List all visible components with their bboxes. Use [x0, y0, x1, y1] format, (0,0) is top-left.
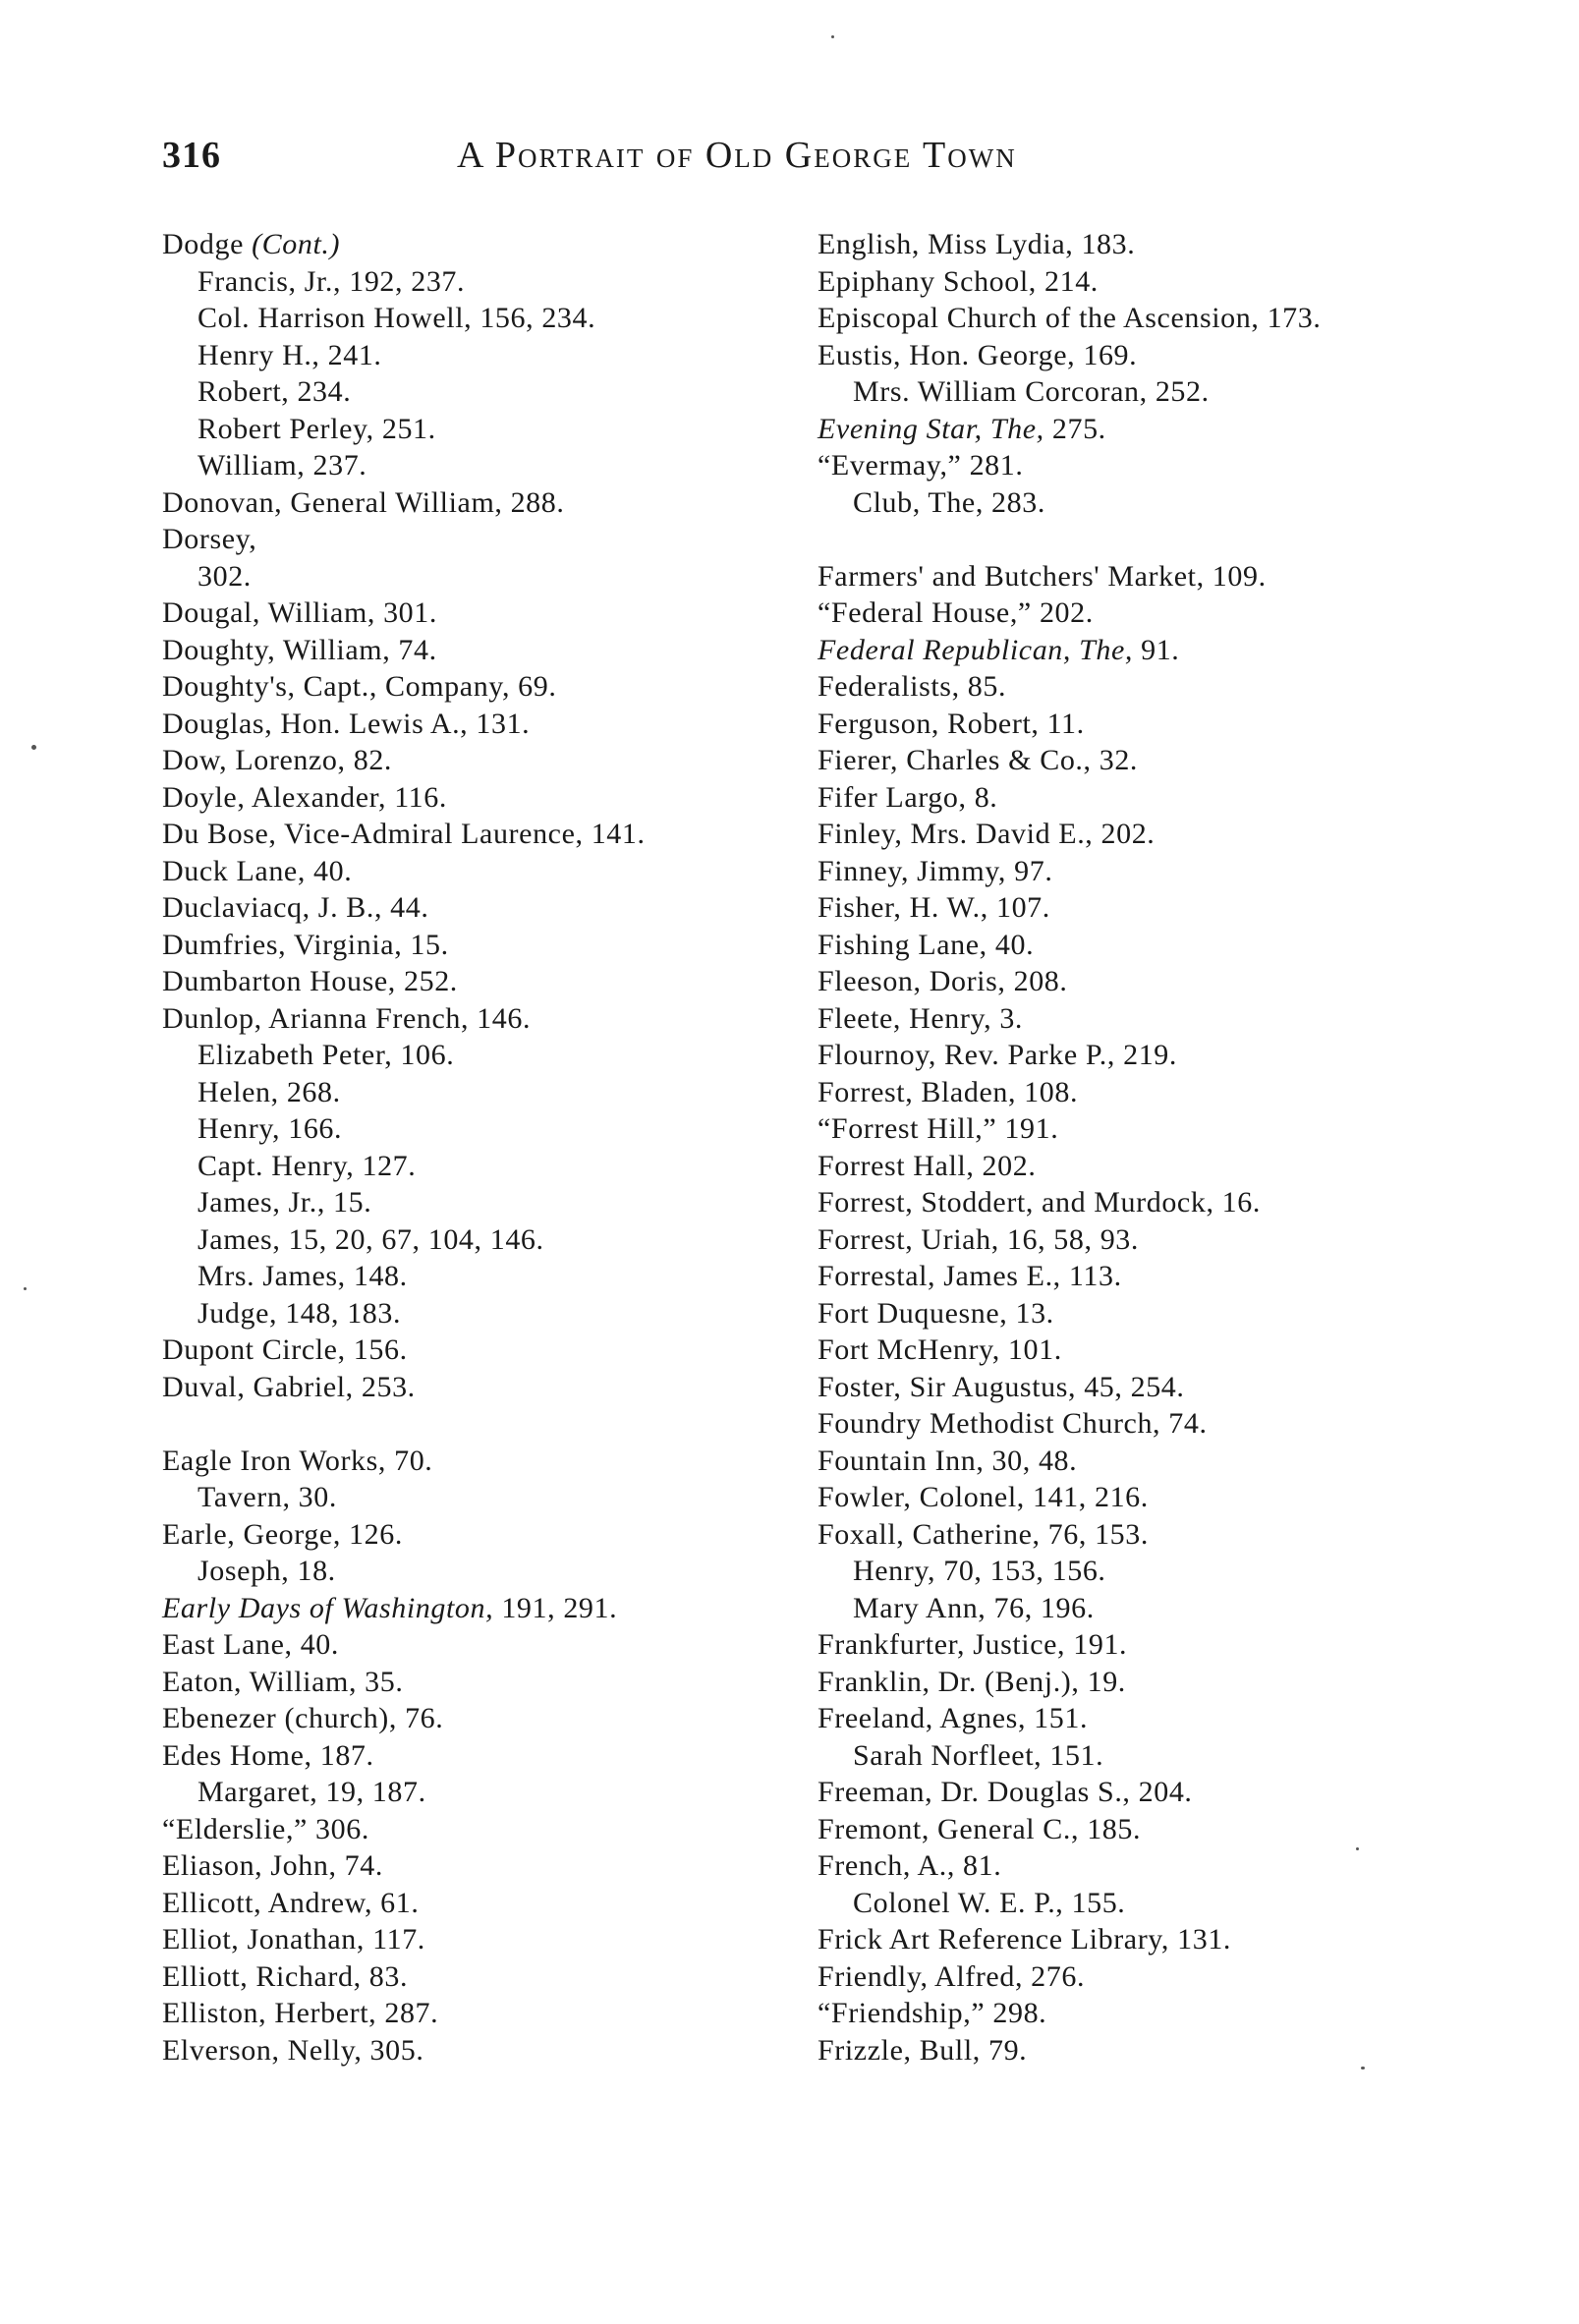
- index-entry: [162, 1110, 811, 1148]
- index-entry: [162, 1037, 811, 1074]
- index-entry: [818, 668, 1505, 706]
- index-entry-text: Frick Art Reference Library, 131.: [818, 1923, 1232, 1956]
- section-gap: [818, 521, 1505, 558]
- index-entry-text: Eustis, Hon. George, 169.: [818, 338, 1138, 371]
- index-entry: [818, 1110, 1505, 1148]
- index-entry: [818, 1258, 1505, 1295]
- index-entry: [818, 1995, 1505, 2032]
- index-entry: [162, 1000, 811, 1038]
- index-entry-text: Donovan, General William, 288.: [162, 485, 565, 519]
- index-entry-text: Flournoy, Rev. Parke P., 219.: [818, 1039, 1178, 1071]
- index-entry: [818, 1737, 1505, 1775]
- index-entry: [818, 263, 1505, 301]
- index-entry: [162, 816, 811, 853]
- index-entry-text: Colonel W. E. P., 155.: [853, 1886, 1126, 1919]
- index-entry: [818, 1148, 1505, 1185]
- index-entry-text: Margaret, 19, 187.: [197, 1776, 426, 1808]
- index-entry-text: Fishing Lane, 40.: [818, 928, 1035, 961]
- index-entry-text: Douglas, Hon. Lewis A., 131.: [162, 707, 531, 740]
- index-entry: [162, 1590, 811, 1627]
- index-entry: [162, 1369, 811, 1406]
- index-entry-text: Ebenezer (church), 76.: [162, 1702, 444, 1734]
- index-entry: [162, 963, 811, 1000]
- index-entry: [162, 1774, 811, 1811]
- index-entry: [162, 521, 766, 558]
- index-entry-text: Fifer Largo, 8.: [818, 780, 998, 814]
- index-entry: [818, 779, 1505, 817]
- section-gap: [162, 1405, 811, 1443]
- index-entry: [162, 300, 811, 337]
- index-entry: [818, 1921, 1505, 1958]
- index-entry: [162, 1479, 811, 1516]
- index-entry-text: 302.: [197, 559, 252, 593]
- index-entry: [162, 668, 811, 706]
- index-entry-text: Sarah Norfleet, 151.: [853, 1738, 1104, 1772]
- index-entry-text: Capt. Henry, 127.: [197, 1149, 417, 1182]
- index-entry: [818, 1184, 1505, 1221]
- index-entry-text: Eliason, John, 74.: [162, 1849, 383, 1882]
- index-entry: [162, 373, 811, 411]
- index-entry: [818, 632, 1505, 669]
- index-entry-text: Forrestal, James E., 113.: [818, 1260, 1122, 1292]
- index-entry-text: Dow, Lorenzo, 82.: [162, 744, 393, 776]
- index-entry: [162, 779, 811, 817]
- index-entry: [162, 1664, 811, 1701]
- index-entry-text: Fleeson, Doris, 208.: [818, 965, 1068, 997]
- index-entry-text: William, 237.: [197, 449, 367, 482]
- index-entry: [162, 1921, 811, 1958]
- index-entry: [162, 1958, 811, 1996]
- index-entry: [818, 1553, 1505, 1590]
- index-entry: [162, 337, 811, 374]
- index-entry-title: Early Days of Washington,: [162, 1591, 494, 1624]
- index-entry: [818, 1700, 1505, 1737]
- index-entry-text: Elliott, Richard, 83.: [162, 1959, 409, 1993]
- index-entry-text: Forrest, Bladen, 108.: [818, 1075, 1079, 1108]
- index-entry: [818, 1405, 1505, 1443]
- index-entry-text: Dumfries, Virginia, 15.: [162, 928, 449, 961]
- index-entry-text: Doughty's, Capt., Company, 69.: [162, 670, 557, 703]
- index-entry-text: Dougal, William, 301.: [162, 596, 437, 629]
- index-entry: [818, 1590, 1505, 1627]
- index-entry-text: Freeland, Agnes, 151.: [818, 1702, 1089, 1734]
- index-entry: [162, 1148, 811, 1185]
- index-entry: [818, 1626, 1505, 1664]
- index-entry: [818, 1958, 1505, 1996]
- index-entry-text: Dupont Circle, 156.: [162, 1333, 408, 1366]
- index-entry-text: Club, The, 283.: [853, 485, 1045, 519]
- index-entry: [818, 300, 1505, 337]
- index-entry: [818, 1074, 1505, 1111]
- index-entry-text: Elizabeth Peter, 106.: [197, 1039, 455, 1071]
- index-entry-text: Col. Harrison Howell, 156, 234.: [197, 302, 596, 334]
- index-entry-text: Dunlop, Arianna French, 146.: [162, 1001, 532, 1035]
- page-number: 316: [162, 135, 221, 176]
- index-entry-text: Doyle, Alexander, 116.: [162, 780, 447, 814]
- index-entry-text: Forrest, Stoddert, and Murdock, 16.: [818, 1186, 1261, 1219]
- index-entry-text: Fisher, H. W., 107.: [818, 891, 1050, 924]
- index-entry-text: Frizzle, Bull, 79.: [818, 2033, 1028, 2067]
- index-entry-text: Episcopal Church of the Ascension, 173.: [818, 302, 1322, 334]
- index-entry-text: Dodge: [162, 228, 244, 260]
- index-entry: [818, 595, 1505, 632]
- index-entry: [818, 1000, 1505, 1038]
- index-entry: [162, 447, 811, 484]
- index-entry: [162, 1443, 811, 1480]
- index-entry-text: Dumbarton House, 252.: [162, 965, 458, 997]
- index-entry-text: Eaton, William, 35.: [162, 1665, 404, 1698]
- index-entry: [818, 1847, 1505, 1885]
- index-entry: [818, 1221, 1505, 1259]
- index-entry-text: Elverson, Nelly, 305.: [162, 2033, 424, 2067]
- index-entry-text: Forrest Hall, 202.: [818, 1149, 1037, 1182]
- index-entry-text: Mrs. James, 148.: [197, 1260, 408, 1292]
- page-header: [162, 134, 1145, 193]
- index-entry: [162, 1811, 811, 1848]
- index-entry-text: Tavern, 30.: [197, 1481, 337, 1513]
- index-entry-text: Freeman, Dr. Douglas S., 204.: [818, 1776, 1193, 1808]
- index-entry-text: Duval, Gabriel, 253.: [162, 1370, 416, 1403]
- index-entry-word: Dorsey,: [162, 523, 257, 555]
- index-entry-text: Duck Lane, 40.: [162, 854, 353, 887]
- index-entry-text: Fowler, Colonel, 141, 216.: [818, 1481, 1149, 1513]
- index-entry: [818, 816, 1505, 853]
- index-entry-text: Federalists, 85.: [818, 670, 1007, 703]
- index-entry-text: Foundry Methodist Church, 74.: [818, 1407, 1208, 1440]
- index-entry-text: Franklin, Dr. (Benj.), 19.: [818, 1665, 1126, 1698]
- index-entry-text: Ellicott, Andrew, 61.: [162, 1886, 420, 1919]
- index-entry-text: Henry H., 241.: [197, 338, 382, 371]
- index-entry-continuation: (Cont.): [252, 228, 341, 260]
- index-entry: [818, 1885, 1505, 1922]
- index-entry-text: 91.: [1133, 633, 1180, 666]
- index-entry: [818, 1443, 1505, 1480]
- index-entry-text: Fierer, Charles & Co., 32.: [818, 744, 1139, 776]
- index-entry-title: Evening Star, The,: [818, 412, 1044, 445]
- scan-speck: [1361, 2067, 1365, 2069]
- index-entry: [818, 853, 1505, 890]
- index-entry-text: Fremont, General C., 185.: [818, 1812, 1142, 1845]
- index-entry: [818, 963, 1505, 1000]
- index-column-left: [162, 226, 811, 2069]
- index-entry-text: Finley, Mrs. David E., 202.: [818, 818, 1156, 850]
- index-entry-text: Fleete, Henry, 3.: [818, 1001, 1024, 1035]
- index-entry-text: Foster, Sir Augustus, 45, 254.: [818, 1370, 1185, 1403]
- index-entry: [162, 927, 811, 964]
- index-entry-text: Robert Perley, 251.: [197, 412, 436, 445]
- running-title: A Portrait of Old George Town: [457, 135, 1017, 176]
- index-entry-text: Fort Duquesne, 13.: [818, 1296, 1054, 1330]
- index-entry: [818, 1811, 1505, 1848]
- index-entry: [162, 706, 811, 743]
- index-entry: [162, 558, 811, 595]
- index-entry: [818, 558, 1505, 595]
- index-entry: [162, 1885, 811, 1922]
- index-entry-text: Earle, George, 126.: [162, 1517, 403, 1551]
- index-entry: [162, 1258, 811, 1295]
- index-entry: [818, 447, 1505, 484]
- index-entry: [162, 1221, 811, 1259]
- index-entry-text: Doughty, William, 74.: [162, 633, 437, 666]
- index-entry: [818, 1037, 1505, 1074]
- index-entry: [818, 742, 1505, 779]
- index-entry: [162, 1295, 811, 1332]
- index-entry: [818, 411, 1505, 448]
- index-entry-text: Farmers' and Butchers' Market, 109.: [818, 559, 1267, 593]
- index-entry: [818, 927, 1505, 964]
- index-entry: [162, 742, 811, 779]
- index-entry: [818, 1332, 1505, 1369]
- index-entry: [818, 1295, 1505, 1332]
- index-entry: [818, 1664, 1505, 1701]
- index-entry: [818, 1369, 1505, 1406]
- index-entry: [162, 1332, 811, 1369]
- index-entry-title: Federal Republican, The,: [818, 633, 1133, 666]
- index-entry: [162, 1553, 811, 1590]
- index-entry: [818, 373, 1505, 411]
- index-entry-text: Helen, 268.: [197, 1075, 341, 1108]
- index-entry-text: Joseph, 18.: [197, 1555, 336, 1587]
- index-entry-text: 275.: [1043, 412, 1106, 445]
- index-entry-text: Frankfurter, Justice, 191.: [818, 1628, 1128, 1661]
- index-entry: [162, 1184, 811, 1221]
- index-entry-text: Mary Ann, 76, 196.: [853, 1591, 1095, 1624]
- index-entry-text: Eagle Iron Works, 70.: [162, 1444, 433, 1477]
- index-entry: [162, 226, 811, 263]
- index-entry: [162, 1995, 811, 2032]
- index-entry: [162, 1074, 811, 1111]
- index-entry: [818, 889, 1505, 927]
- index-entry-text: James, Jr., 15.: [197, 1186, 372, 1219]
- index-entry: [162, 1700, 811, 1737]
- index-entry-text: Fountain Inn, 30, 48.: [818, 1444, 1078, 1477]
- index-entry: [162, 889, 811, 927]
- index-entry-text: French, A., 81.: [818, 1849, 1002, 1882]
- index-entry: [162, 595, 811, 632]
- index-entry: [162, 632, 811, 669]
- index-entry-text: Elliot, Jonathan, 117.: [162, 1923, 425, 1956]
- index-entry-text: Forrest, Uriah, 16, 58, 93.: [818, 1222, 1139, 1256]
- index-entry-text: Foxall, Catherine, 76, 153.: [818, 1517, 1149, 1551]
- index-entry-text: Mrs. William Corcoran, 252.: [853, 375, 1210, 408]
- index-entry: [818, 1516, 1505, 1554]
- index-entry-text: “Federal House,” 202.: [818, 596, 1094, 629]
- index-entry-text: Robert, 234.: [197, 375, 352, 408]
- index-entry-text: Elliston, Herbert, 287.: [162, 1997, 439, 2029]
- index-entry: [818, 706, 1505, 743]
- index-entry-text: East Lane, 40.: [162, 1628, 340, 1661]
- index-entry-text: Henry, 166.: [197, 1112, 343, 1145]
- index-entry: [162, 1847, 811, 1885]
- index-entry-text: Henry, 70, 153, 156.: [853, 1555, 1106, 1587]
- index-entry-text: James, 15, 20, 67, 104, 146.: [197, 1222, 544, 1256]
- scan-speck: [831, 35, 834, 38]
- scan-speck: [24, 1287, 27, 1290]
- index-entry-text: Finney, Jimmy, 97.: [818, 854, 1053, 887]
- index-entry: [162, 263, 811, 301]
- index-entry-text: 191, 291.: [493, 1591, 618, 1624]
- index-entry: [818, 1479, 1505, 1516]
- index-entry: [162, 484, 811, 522]
- index-entry: [162, 1626, 811, 1664]
- index-entry-text: “Elderslie,” 306.: [162, 1812, 369, 1845]
- index-entry-text: Ferguson, Robert, 11.: [818, 707, 1085, 740]
- index-entry-text: Edes Home, 187.: [162, 1738, 374, 1772]
- scan-speck: [31, 745, 36, 750]
- index-entry: [818, 2032, 1505, 2069]
- index-entry: [818, 226, 1505, 263]
- index-entry-text: Epiphany School, 214.: [818, 264, 1099, 298]
- index-entry: [818, 337, 1505, 374]
- index-entry-text: Du Bose, Vice-Admiral Laurence, 141.: [162, 818, 646, 850]
- index-entry: [162, 411, 811, 448]
- index-entry-text: Fort McHenry, 101.: [818, 1333, 1062, 1366]
- index-entry-text: Judge, 148, 183.: [197, 1296, 402, 1330]
- index-entry-text: “Friendship,” 298.: [818, 1997, 1047, 2029]
- index-entry: [162, 853, 811, 890]
- index-entry: [162, 2032, 811, 2069]
- index-entry-text: English, Miss Lydia, 183.: [818, 228, 1136, 260]
- index-column-right: [818, 226, 1505, 2069]
- index-entry: [818, 484, 1505, 522]
- index-entry: [162, 1737, 811, 1775]
- index-entry-text: Francis, Jr., 192, 237.: [197, 264, 466, 298]
- index-entry: [162, 1516, 811, 1554]
- index-entry-text: Duclaviacq, J. B., 44.: [162, 891, 429, 924]
- index-entry-text: Friendly, Alfred, 276.: [818, 1959, 1086, 1993]
- index-entry-text: “Forrest Hill,” 191.: [818, 1112, 1059, 1145]
- scan-speck: [1356, 1847, 1359, 1850]
- index-entry: [818, 1774, 1505, 1811]
- index-entry-text: “Evermay,” 281.: [818, 449, 1024, 482]
